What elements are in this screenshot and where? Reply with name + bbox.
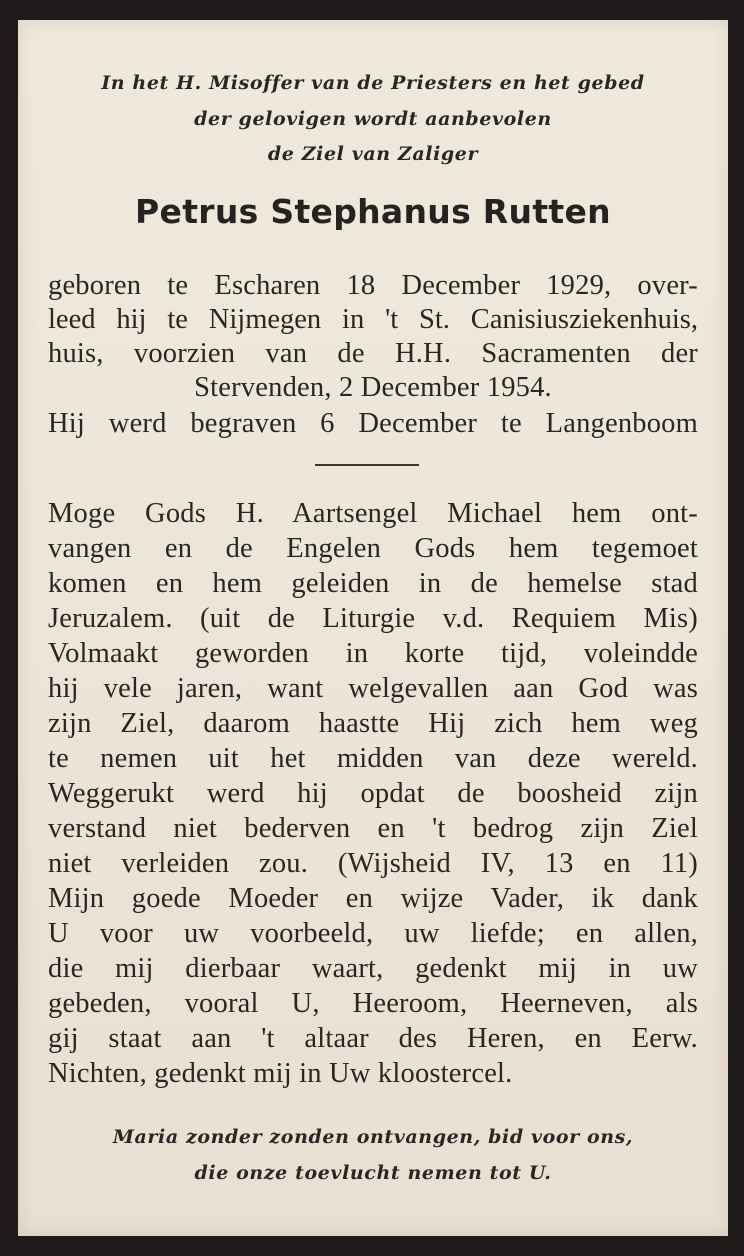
deceased-name: Petrus Stephanus Rutten bbox=[135, 192, 611, 231]
text-line-10: verstand niet bederven en 't bedrog zijn Ziel bbox=[48, 813, 698, 844]
intro-line-1: In het H. Misoffer van de Priesters en het gebed bbox=[101, 72, 645, 94]
text-line-1: Moge Gods H. Aartsengel Michael hem ont- bbox=[48, 498, 698, 529]
text-line-9: Weggerukt werd hij opdat de boosheid zijn bbox=[48, 778, 698, 809]
text-line-6: hij vele jaren, want welgevallen aan God was bbox=[48, 673, 698, 704]
text-line-16: gij staat aan 't altaar des Heren, en Eerw. bbox=[48, 1023, 698, 1054]
bio-line-5: Hij werd begraven 6 December te Langenboom bbox=[48, 408, 698, 439]
text-line-7: zijn Ziel, daarom haastte Hij zich hem weg bbox=[48, 708, 698, 739]
bio-line-4: Stervenden, 2 December 1954. bbox=[194, 372, 552, 403]
text-line-17: Nichten, gedenkt mij in Uw kloostercel. bbox=[48, 1058, 513, 1089]
text-line-3: komen en hem geleiden in de hemelse stad bbox=[48, 568, 698, 599]
text-line-11: niet verleiden zou. (Wijsheid IV, 13 en 11) bbox=[48, 848, 698, 879]
text-line-12: Mijn goede Moeder en wijze Vader, ik dank bbox=[48, 883, 698, 914]
text-line-8: te nemen uit het midden van deze wereld. bbox=[48, 743, 698, 774]
text-line-15: gebeden, vooral U, Heeroom, Heerneven, als bbox=[48, 988, 698, 1019]
divider-rule bbox=[315, 464, 419, 466]
intro-line-3: de Ziel van Zaliger bbox=[267, 143, 479, 165]
text-line-5: Volmaakt geworden in korte tijd, voleindde bbox=[48, 638, 698, 669]
text-line-4: Jeruzalem. (uit de Liturgie v.d. Requiem Mis) bbox=[48, 603, 698, 634]
bio-line-2: leed hij te Nijmegen in 't St. Canisiusziekenhuis, bbox=[48, 304, 698, 335]
text-line-2: vangen en de Engelen Gods hem tegemoet bbox=[48, 533, 698, 564]
bio-line-1: geboren te Escharen 18 December 1929, over- bbox=[48, 270, 698, 301]
closing-line-1: Maria zonder zonden ontvangen, bid voor ons, bbox=[112, 1126, 634, 1148]
bio-line-3: huis, voorzien van de H.H. Sacramenten der bbox=[48, 338, 698, 369]
closing-line-2: die onze toevlucht nemen tot U. bbox=[194, 1162, 552, 1184]
intro-line-2: der gelovigen wordt aanbevolen bbox=[194, 108, 552, 130]
text-line-14: die mij dierbaar waart, gedenkt mij in uw bbox=[48, 953, 698, 984]
card-paper bbox=[18, 20, 728, 1236]
text-line-13: U voor uw voorbeeld, uw liefde; en allen, bbox=[48, 918, 698, 949]
